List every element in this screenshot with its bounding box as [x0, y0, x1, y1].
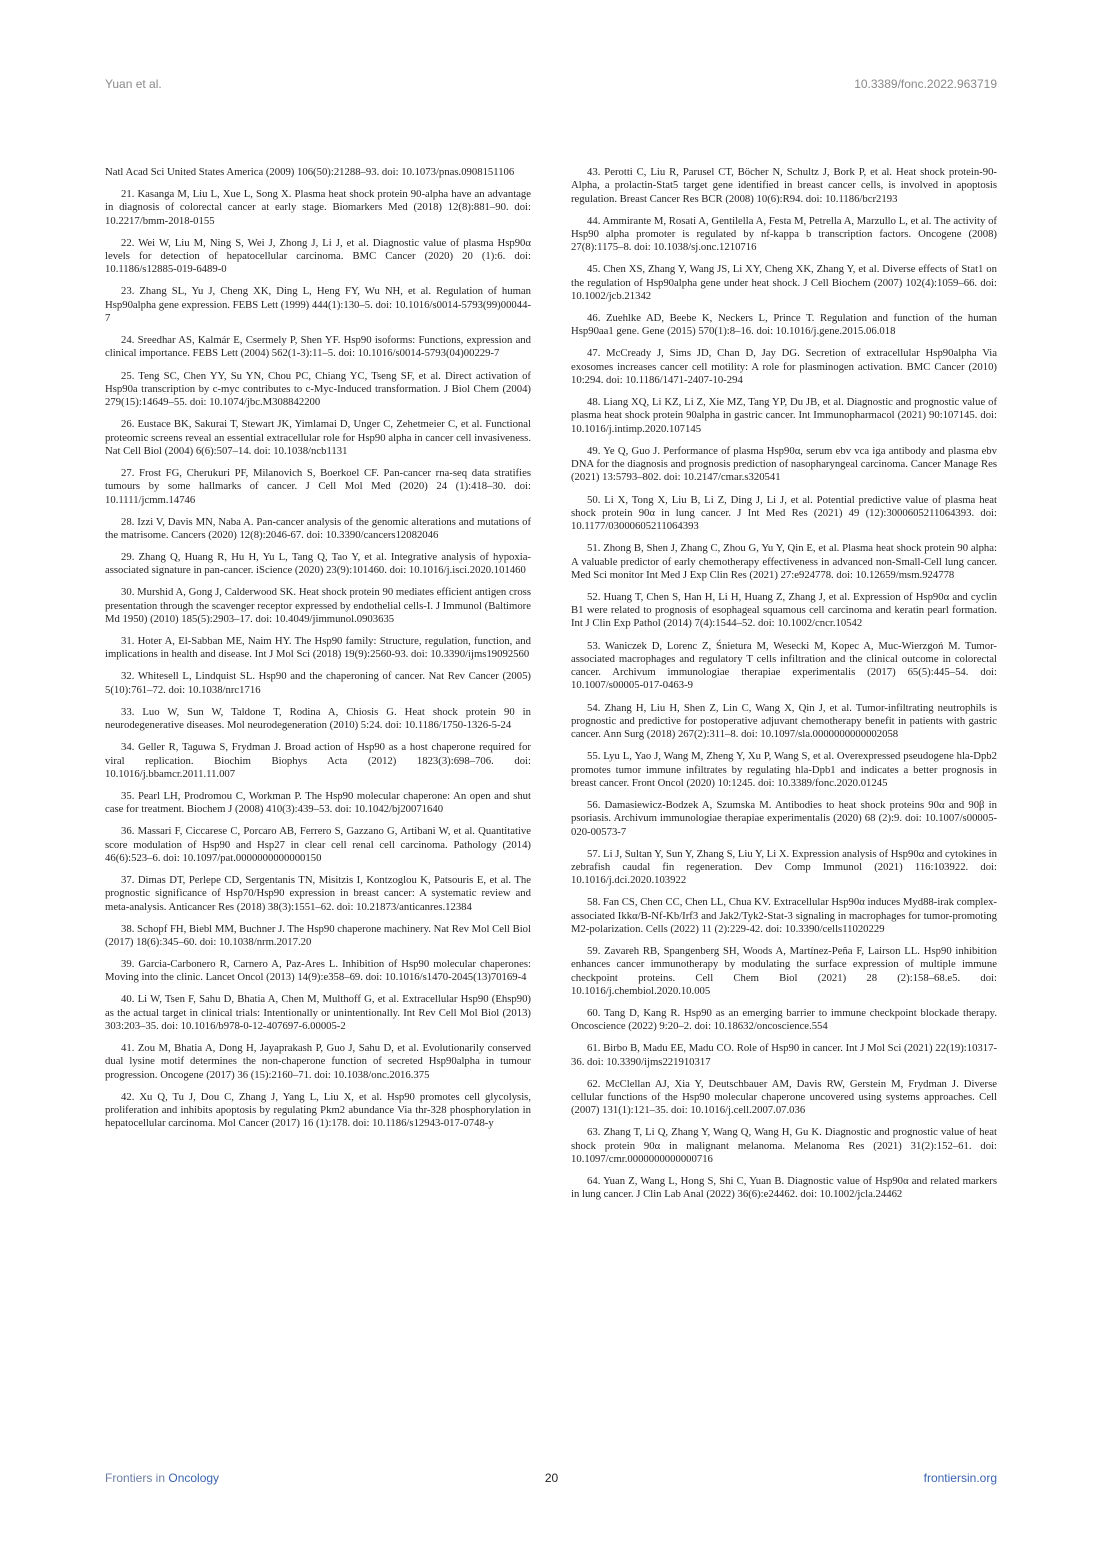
reference-item: 53. Waniczek D, Lorenc Z, Śnietura M, Wesecki M, Kopec A, Muc-Wierzgoń M. Tumor-associated macrophages and regulatory T cells infiltration and the clinical outcome in colorectal cancer. Archivum immunologiae therapiae experimentalis (2017) 65(5):445–54. doi: 10.1007/s00005-017-0463-9	[571, 639, 997, 692]
running-head-authors: Yuan et al.	[105, 77, 162, 91]
journal-prefix: Frontiers in	[105, 1471, 169, 1485]
reference-item: 21. Kasanga M, Liu L, Xue L, Song X. Plasma heat shock protein 90-alpha have an advantage in diagnosis of colorectal cancer at early stage. Biomarkers Med (2018) 12(8):881–90. doi: 10.2217/bmm-2018-0155	[105, 188, 531, 227]
reference-item: 40. Li W, Tsen F, Sahu D, Bhatia A, Chen M, Multhoff G, et al. Extracellular Hsp90 (Ehsp90) as the actual target in clinical trials: Intentionally or unintentionally. Int Rev Cell Mol Biol (2013) 303:203–35. doi: 10.1016/b978-0-12-407697-6.00005-2	[105, 993, 531, 1033]
reference-item: 27. Frost FG, Cherukuri PF, Milanovich S, Boerkoel CF. Pan-cancer rna-seq data stratifies tumours by some hallmarks of cancer. J Cell Mol Med (2020) 24 (1):418–30. doi: 10.1111/jcmm.14746	[105, 466, 531, 506]
reference-item: 33. Luo W, Sun W, Taldone T, Rodina A, Chiosis G. Heat shock protein 90 in neurodegenerative diseases. Mol neurodegeneration (2010) 5:24. doi: 10.1186/1750-1326-5-24	[105, 705, 531, 732]
reference-item: 37. Dimas DT, Perlepe CD, Sergentanis TN, Misitzis I, Kontzoglou K, Patsouris E, et al. The prognostic significance of Hsp70/Hsp90 expression in breast cancer: A systematic review and meta-analysis. Anticancer Res (2018) 38(3):1551–62. doi: 10.21873/anticanres.12384	[105, 874, 531, 913]
journal-website[interactable]: frontiersin.org	[923, 1471, 997, 1485]
references-left-column	[105, 166, 531, 1140]
reference-item: 62. McClellan AJ, Xia Y, Deutschbauer AM, Davis RW, Gerstein M, Frydman J. Diverse cellular functions of the Hsp90 molecular chaperone uncovered using systems approaches. Cell (2007) 131(1):121–35. doi: 10.1016/j.cell.2007.07.036	[571, 1077, 997, 1117]
reference-item: 32. Whitesell L, Lindquist SL. Hsp90 and the chaperoning of cancer. Nat Rev Cancer (2005) 5(10):761–72. doi: 10.1038/nrc1716	[105, 670, 531, 696]
reference-item: 28. Izzi V, Davis MN, Naba A. Pan-cancer analysis of the genomic alterations and mutations of the matrisome. Cancers (2020) 12(8):2046-67. doi: 10.3390/cancers12082046	[105, 515, 531, 541]
reference-item: Natl Acad Sci United States America (2009) 106(50):21288–93. doi: 10.1073/pnas.0908151106	[105, 166, 515, 178]
reference-item: 22. Wei W, Liu M, Ning S, Wei J, Zhong J, Li J, et al. Diagnostic value of plasma Hsp90α levels for detection of hepatocellular carcinoma. BMC Cancer (2020) 20 (1):6. doi: 10.1186/s12885-019-6489-0	[105, 236, 531, 276]
reference-item: 48. Liang XQ, Li KZ, Li Z, Xie MZ, Tang YP, Du JB, et al. Diagnostic and prognostic value of plasma heat shock protein 90alpha in gastric cancer. Int Immunopharmacol (2021) 90:107145. doi: 10.1016/j.intimp.2020.107145	[571, 396, 997, 435]
reference-item: 57. Li J, Sultan Y, Sun Y, Zhang S, Liu Y, Li X. Expression analysis of Hsp90α and cytokines in zebrafish caudal fin regeneration. Dev Comp Immunol (2021) 116:103922. doi: 10.1016/j.dci.2020.103922	[571, 847, 997, 887]
reference-item: 52. Huang T, Chen S, Han H, Li H, Huang Z, Zhang J, et al. Expression of Hsp90α and cyclin B1 were related to prognosis of esophageal squamous cell carcinoma and keratin pearl formation. Int J Clin Exp Pathol (2014) 7(4):1544–52. doi: 10.1002/cncr.10542	[571, 590, 997, 630]
reference-item: 31. Hoter A, El-Sabban ME, Naim HY. The Hsp90 family: Structure, regulation, function, and implications in health and disease. Int J Mol Sci (2018) 19(9):2560-93. doi: 10.3390/ijms19092560	[105, 635, 531, 661]
reference-item: 34. Geller R, Taguwa S, Frydman J. Broad action of Hsp90 as a host chaperone required for viral replication. Biochim Biophys Acta (2012) 1823(3):698–706. doi: 10.1016/j.bbamcr.2011.11.007	[105, 741, 531, 780]
reference-item: 41. Zou M, Bhatia A, Dong H, Jayaprakash P, Guo J, Sahu D, et al. Evolutionarily conserved dual lysine motif determines the non-chaperone function of secreted Hsp90alpha in tumour progression. Oncogene (2017) 36 (15):2160–71. doi: 10.1038/onc.2016.375	[105, 1042, 531, 1081]
reference-item: 39. Garcia-Carbonero R, Carnero A, Paz-Ares L. Inhibition of Hsp90 molecular chaperones: Moving into the clinic. Lancet Oncol (2013) 14(9):e358–69. doi: 10.1016/s1470-2045(13)70169-4	[105, 958, 531, 984]
reference-item: 63. Zhang T, Li Q, Zhang Y, Wang Q, Wang H, Gu K. Diagnostic and prognostic value of heat shock protein 90α in malignant melanoma. Melanoma Res (2021) 31(2):152–61. doi: 10.1097/cmr.0000000000000716	[571, 1126, 997, 1166]
reference-item: 23. Zhang SL, Yu J, Cheng XK, Ding L, Heng FY, Wu NH, et al. Regulation of human Hsp90alpha gene expression. FEBS Lett (1999) 444(1):130–5. doi: 10.1016/s0014-5793(99)00044-7	[105, 285, 531, 325]
reference-item: 36. Massari F, Ciccarese C, Porcaro AB, Ferrero S, Gazzano G, Artibani W, et al. Quantitative score modulation of Hsp90 and Hsp27 in clear cell renal cell carcinoma. Pathology (2014) 46(6):523–6. doi: 10.1097/pat.0000000000000150	[105, 825, 531, 864]
reference-item: 50. Li X, Tong X, Liu B, Li Z, Ding J, Li J, et al. Potential predictive value of plasma heat shock protein 90α in lung cancer. J Int Med Res (2021) 49 (12):3000605211064393. doi: 10.1177/03000605211064393	[571, 493, 997, 533]
reference-item: 58. Fan CS, Chen CC, Chen LL, Chua KV. Extracellular Hsp90α induces Myd88-irak complex-associated Ikkα/B-Nf-Kb/Irf3 and Jak2/Tyk2-Stat-3 signaling in macrophages for tumor-promoting M2-polarization. Cells (2022) 11 (2):229-42. doi: 10.3390/cells11020229	[571, 896, 997, 935]
reference-item: 47. McCready J, Sims JD, Chan D, Jay DG. Secretion of extracellular Hsp90alpha Via exosomes increases cancer cell motility: A role for plasminogen activation. BMC Cancer (2010) 10:294. doi: 10.1186/1471-2407-10-294	[571, 347, 997, 387]
reference-item: 54. Zhang H, Liu H, Shen Z, Lin C, Wang X, Qin J, et al. Tumor-infiltrating neutrophils is prognostic and predictive for postoperative adjuvant chemotherapy benefit in patients with gastric cancer. Ann Surg (2018) 267(2):311–8. doi: 10.1097/sla.0000000000002058	[571, 701, 997, 741]
reference-item: 45. Chen XS, Zhang Y, Wang JS, Li XY, Cheng XK, Zhang Y, et al. Diverse effects of Stat1 on the regulation of Hsp90alpha gene under heat shock. J Cell Biochem (2007) 102(4):1059–66. doi: 10.1002/jcb.21342	[571, 263, 997, 302]
reference-item: 42. Xu Q, Tu J, Dou C, Zhang J, Yang L, Liu X, et al. Hsp90 promotes cell glycolysis, proliferation and inhibits apoptosis by regulating Pkm2 abundance Via thr-328 phosphorylation in hepatocellular carcinoma. Mol Cancer (2017) 16 (1):178. doi: 10.1186/s12943-017-0748-y	[105, 1090, 531, 1130]
reference-item: 35. Pearl LH, Prodromou C, Workman P. The Hsp90 molecular chaperone: An open and shut case for treatment. Biochem J (2008) 410(3):439–53. doi: 10.1042/bj20071640	[105, 789, 531, 816]
reference-item: 56. Damasiewicz-Bodzek A, Szumska M. Antibodies to heat shock proteins 90α and 90β in psoriasis. Archivum immunologiae therapiae experimentalis (2020) 68 (2):9. doi: 10.1007/s00005-020-00573-7	[571, 798, 997, 838]
page-number: 20	[544, 1471, 559, 1485]
article-doi: 10.3389/fonc.2022.963719	[854, 77, 997, 91]
reference-item: 64. Yuan Z, Wang L, Hong S, Shi C, Yuan B. Diagnostic value of Hsp90α and related markers in lung cancer. J Clin Lab Anal (2022) 36(6):e24462. doi: 10.1002/jcla.24462	[571, 1175, 997, 1201]
reference-item: 55. Lyu L, Yao J, Wang M, Zheng Y, Xu P, Wang S, et al. Overexpressed pseudogene hla-Dpb2 promotes tumor immune infiltrates by regulating hla-Dpb1 and indicates a better prognosis in breast cancer. Front Oncol (2020) 10:1245. doi: 10.3389/fonc.2020.01245	[571, 750, 997, 789]
reference-item: 46. Zuehlke AD, Beebe K, Neckers L, Prince T. Regulation and function of the human Hsp90aa1 gene. Gene (2015) 570(1):8–16. doi: 10.1016/j.gene.2015.06.018	[571, 312, 997, 338]
reference-item: 51. Zhong B, Shen J, Zhang C, Zhou G, Yu Y, Qin E, et al. Plasma heat shock protein 90 alpha: A valuable predictor of early chemotherapy effectiveness in advanced non-Small-Cell lung cancer. Med Sci monitor Int Med J Exp Clin Res (2021) 27:e924778. doi: 10.12659/msm.924778	[571, 542, 997, 581]
reference-item: 61. Birbo B, Madu EE, Madu CO. Role of Hsp90 in cancer. Int J Mol Sci (2021) 22(19):10317-36. doi: 10.3390/ijms221910317	[571, 1042, 997, 1068]
reference-item: 26. Eustace BK, Sakurai T, Stewart JK, Yimlamai D, Unger C, Zehetmeier C, et al. Functional proteomic screens reveal an essential extracellular role for Hsp90 alpha in cancer cell invasiveness. Nat Cell Biol (2004) 6(6):507–14. doi: 10.1038/ncb1131	[105, 418, 531, 457]
reference-item: 60. Tang D, Kang R. Hsp90 as an emerging barrier to immune checkpoint blockade therapy. Oncoscience (2022) 9:20–2. doi: 10.18632/oncoscience.554	[571, 1006, 997, 1033]
references-right-column	[571, 166, 997, 1211]
journal-brand: Oncology	[168, 1471, 220, 1485]
reference-item: 38. Schopf FH, Biebl MM, Buchner J. The Hsp90 chaperone machinery. Nat Rev Mol Cell Biol (2017) 18(6):345–60. doi: 10.1038/nrm.2017.20	[105, 922, 531, 948]
reference-item: 43. Perotti C, Liu R, Parusel CT, Böcher N, Schultz J, Bork P, et al. Heat shock protein-90-Alpha, a prolactin-Stat5 target gene identified in breast cancer cells, is involved in apoptosis regulation. Breast Cancer Res BCR (2008) 10(6):R94. doi: 10.1186/bcr2193	[571, 166, 997, 205]
reference-item: 49. Ye Q, Guo J. Performance of plasma Hsp90α, serum ebv vca iga antibody and plasma ebv DNA for the diagnosis and prognosis prediction of nasopharyngeal carcinoma. Cancer Manage Res (2021) 13:5793–802. doi: 10.2147/cmar.s320541	[571, 444, 997, 484]
reference-item: 44. Ammirante M, Rosati A, Gentilella A, Festa M, Petrella A, Marzullo L, et al. The activity of Hsp90 alpha promoter is regulated by nf-kappa b transcription factors. Oncogene (2008) 27(8):1175–8. doi: 10.1038/sj.onc.1210716	[571, 214, 997, 254]
reference-item: 30. Murshid A, Gong J, Calderwood SK. Heat shock protein 90 mediates efficient antigen cross presentation through the scavenger receptor expressed by endothelial cells-I. J Immunol (Baltimore Md 1950) (2010) 185(5):2903–17. doi: 10.4049/jimmunol.0903635	[105, 586, 531, 625]
reference-item: 29. Zhang Q, Huang R, Hu H, Yu L, Tang Q, Tao Y, et al. Integrative analysis of hypoxia-associated signature in pan-cancer. iScience (2020) 23(9):101460. doi: 10.1016/j.isci.2020.101460	[105, 551, 531, 577]
reference-item: 25. Teng SC, Chen YY, Su YN, Chou PC, Chiang YC, Tseng SF, et al. Direct activation of Hsp90a transcription by c-myc contributes to c-Myc-Induced transformation. J Biol Chem (2004) 279(15):14649–55. doi: 10.1074/jbc.M308842200	[105, 369, 531, 409]
reference-item: 59. Zavareh RB, Spangenberg SH, Woods A, Martínez-Peña F, Lairson LL. Hsp90 inhibition enhances cancer immunotherapy by modulating the surface expression of multiple immune checkpoint proteins. Cell Chem Biol (2021) 28 (2):158–68.e5. doi: 10.1016/j.chembiol.2020.10.005	[571, 945, 997, 997]
reference-item: 24. Sreedhar AS, Kalmár E, Csermely P, Shen YF. Hsp90 isoforms: Functions, expression and clinical importance. FEBS Lett (2004) 562(1-3):11–5. doi: 10.1016/s0014-5793(04)00229-7	[105, 334, 531, 360]
